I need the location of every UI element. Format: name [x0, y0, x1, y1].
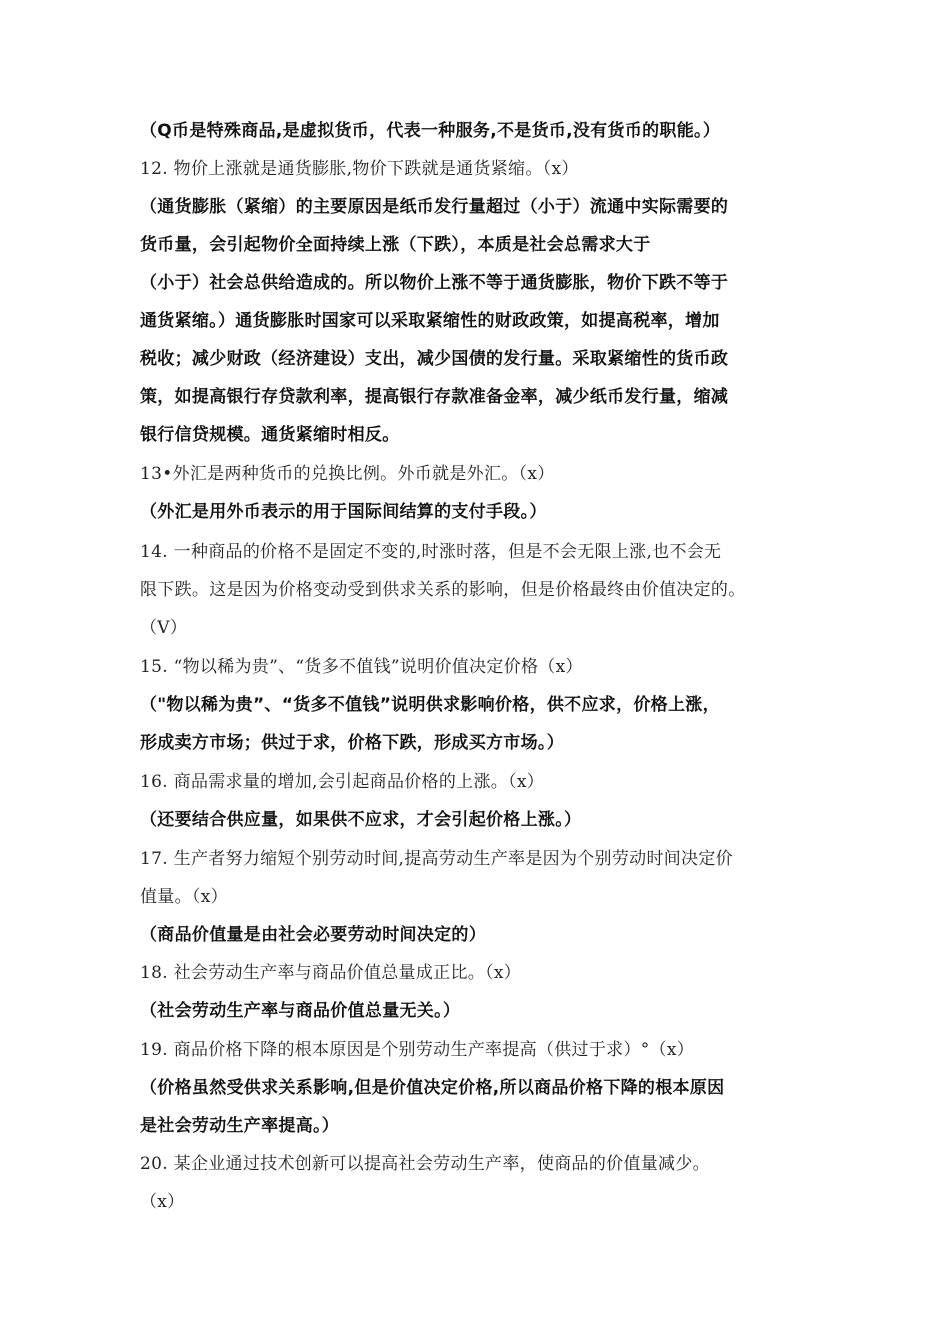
answer-line: 是社会劳动生产率提高。）: [140, 1116, 340, 1136]
question-line: 17. 生产者努力缩短个别劳动时间,提高劳动生产率是因为个别劳动时间决定价: [140, 849, 733, 869]
answer-line: 通货紧缩。）通货膨胀时国家可以采取紧缩性的财政政策，如提高税率，增加: [140, 311, 720, 331]
answer-line: （商品价值量是由社会必要劳动时间决定的）: [140, 925, 486, 945]
answer-line: 银行信贷规模。通货紧缩时相反。: [140, 425, 400, 445]
answer-line: 形成卖方市场；供过于求，价格下跌，形成买方市场。）: [140, 733, 564, 753]
question-line: 14. 一种商品的价格不是固定不变的,时涨时落，但是不会无限上涨,也不会无: [140, 542, 722, 562]
answer-line: 货币量，会引起物价全面持续上涨（下跌），本质是社会总需求大于: [140, 235, 651, 255]
question-line: 13•外汇是两种货币的兑换比例。外币就是外汇。（x）: [140, 464, 555, 484]
answer-line: （价格虽然受供求关系影响,但是价值决定价格,所以商品价格下降的根本原因: [140, 1078, 725, 1098]
question-line: （V）: [140, 618, 188, 638]
answer-line: （Q币是特殊商品,是虚拟货币，代表一种服务,不是货币,没有货币的职能。）: [140, 121, 721, 141]
answer-line: （社会劳动生产率与商品价值总量无关。）: [140, 1001, 461, 1021]
answer-line: 税收；减少财政（经济建设）支出，减少国债的发行量。采取紧缩性的货币政: [140, 349, 729, 369]
question-line: 20. 某企业通过技术创新可以提高社会劳动生产率，使商品的价值量减少。: [140, 1154, 710, 1174]
question-line: 19. 商品价格下降的根本原因是个别劳动生产率提高（供过于求）°（x）: [140, 1040, 695, 1060]
question-line: 值量。（x）: [140, 887, 228, 907]
answer-line: （小于）社会总供给造成的。所以物价上涨不等于通货膨胀，物价下跌不等于: [140, 273, 729, 293]
question-line: （x）: [140, 1192, 185, 1212]
question-line: 15. “物以稀为贵”、“货多不值钱”说明价值决定价格（x）: [140, 657, 583, 677]
question-line: 12. 物价上涨就是通货膨胀,物价下跌就是通货紧缩。（x）: [140, 159, 579, 179]
question-line: 限下跌。这是因为价格变动受到供求关系的影响，但是价格最终由价值决定的。: [140, 580, 746, 600]
question-line: 18. 社会劳动生产率与商品价值总量成正比。（x）: [140, 963, 522, 983]
answer-line: （外汇是用外币表示的用于国际间结算的支付手段。）: [140, 502, 547, 522]
answer-line: （还要结合供应量，如果供不应求，才会引起价格上涨。）: [140, 810, 582, 830]
answer-line: 策，如提高银行存贷款利率，提高银行存款准备金率，减少纸币发行量，缩减: [140, 387, 729, 407]
question-line: 16. 商品需求量的增加,会引起商品价格的上涨。（x）: [140, 772, 545, 792]
answer-line: （"物以稀为贵”、“货多不值钱”说明供求影响价格，供不应求，价格上涨，: [140, 695, 720, 715]
answer-line: （通货膨胀（紧缩）的主要原因是纸币发行量超过（小于）流通中实际需要的: [140, 197, 729, 217]
